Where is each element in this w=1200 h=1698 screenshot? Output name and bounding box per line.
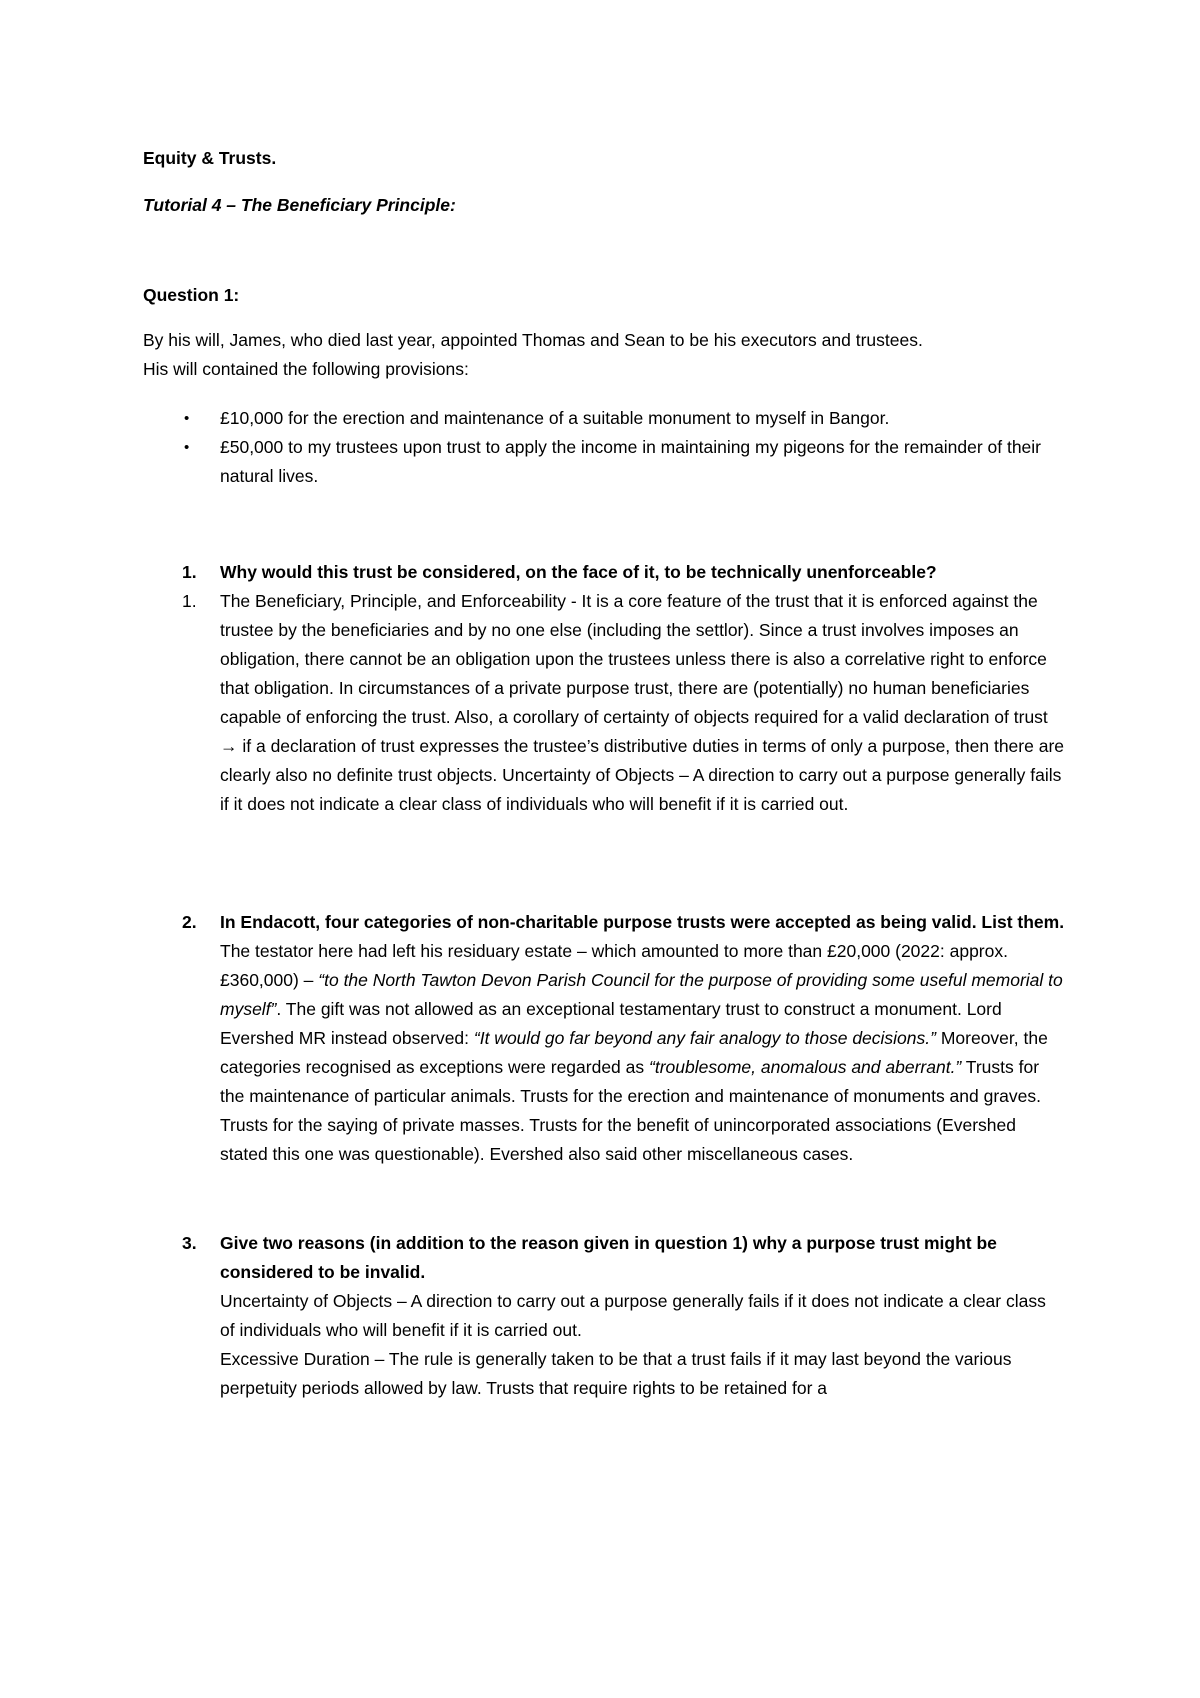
provisions-list xyxy=(143,404,1083,491)
doc-subtitle: Tutorial 4 – The Beneficiary Principle: xyxy=(143,195,456,215)
list-number: 1. xyxy=(182,591,197,611)
answer-3-paragraph-2: Excessive Duration – The rule is generally taken to be that a trust fails if it may last beyond the various perpetuity periods allowed by law. Trusts that require rights to be retained for a xyxy=(220,1349,1012,1398)
numbered-item-question-3 xyxy=(143,1229,1083,1403)
question-3-block xyxy=(220,1229,1065,1403)
answer-2-run-1: The testator here had left his residuary estate – which amounted to more than £20,000 (2022: approx. £360,000) – xyxy=(220,941,1008,990)
list-number: 3. xyxy=(182,1233,197,1253)
answer-2-quote-1: “to the North Tawton Devon Parish Council for the purpose of providing some useful memorial to myself” xyxy=(220,970,1063,1019)
bullet-icon: • xyxy=(184,410,190,427)
provision-text-1: £10,000 for the erection and maintenance of a suitable monument to myself in Bangor. xyxy=(220,408,890,428)
answer-2-run-2: . The gift was not allowed as an exceptional testamentary trust to construct a monument. Lord Evershed MR instead observed: xyxy=(220,999,1002,1048)
answer-2-run-4: Trusts for the maintenance of particular animals. Trusts for the erection and maintenance of monuments and graves. Trusts for the saying of private masses. Trusts for the benefit of unincorporated associations (Evershed stated this one was questionable). Evershed also said other miscellaneous cases. xyxy=(220,1057,1042,1164)
provision-item-1 xyxy=(143,404,1083,433)
answer-2-text xyxy=(220,937,1065,1169)
intro-sentence-1: By his will, James, who died last year, appointed Thomas and Sean to be his executors and trustees. xyxy=(143,330,923,350)
question-heading: Question 1: xyxy=(143,285,240,305)
list-number: 2. xyxy=(182,912,197,932)
answer-2-quote-2: “It would go far beyond any fair analogy to those decisions.” xyxy=(473,1028,936,1048)
question-3-text: Give two reasons (in addition to the reason given in question 1) why a purpose trust might be considered to be invalid. xyxy=(220,1233,997,1282)
provision-item-2 xyxy=(143,433,1083,491)
provision-text-2: £50,000 to my trustees upon trust to apply the income in maintaining my pigeons for the remainder of their natural lives. xyxy=(220,437,1042,486)
doc-title: Equity & Trusts. xyxy=(143,148,277,168)
document-content xyxy=(143,0,1083,1403)
question-1-text: Why would this trust be considered, on the face of it, to be technically unenforceable? xyxy=(220,562,937,582)
list-number: 1. xyxy=(182,562,197,582)
numbered-item-question-1 xyxy=(143,558,1083,587)
answer-3-paragraph-1: Uncertainty of Objects – A direction to carry out a purpose generally fails if it does not indicate a clear class of individuals who will benefit if it is carried out. xyxy=(220,1291,1046,1340)
numbered-item-answer-1 xyxy=(143,587,1083,819)
intro-sentence-2: His will contained the following provisions: xyxy=(143,359,469,379)
question-2-block xyxy=(220,908,1065,1169)
answer-2-run-3: Moreover, the categories recognised as exceptions were regarded as xyxy=(220,1028,1048,1077)
question-2-text: In Endacott, four categories of non-charitable purpose trusts were accepted as being valid. List them. xyxy=(220,912,1065,932)
bullet-icon: • xyxy=(184,439,190,456)
intro-paragraph xyxy=(143,326,1083,384)
numbered-item-question-2 xyxy=(143,908,1083,1169)
answer-2-quote-3: “troublesome, anomalous and aberrant.” xyxy=(649,1057,962,1077)
answer-1-text: The Beneficiary, Principle, and Enforceability - It is a core feature of the trust that it is enforced against the trustee by the beneficiaries and by no one else (including the settlor). Since a trust involves imposes an obligation, there cannot be an obligation upon the trustees unless there is also a correlative right to enforce that obligation. In circumstances of a private purpose trust, there are (potentially) no human beneficiaries capable of enforcing the trust. Also, a corollary of certainty of objects required for a valid declaration of trust → if a declaration of trust expresses the trustee’s distributive duties in terms of only a purpose, then there are clearly also no definite trust objects. Uncertainty of Objects – A direction to carry out a purpose generally fails if it does not indicate a clear class of individuals who will benefit if it is carried out. xyxy=(220,591,1064,814)
